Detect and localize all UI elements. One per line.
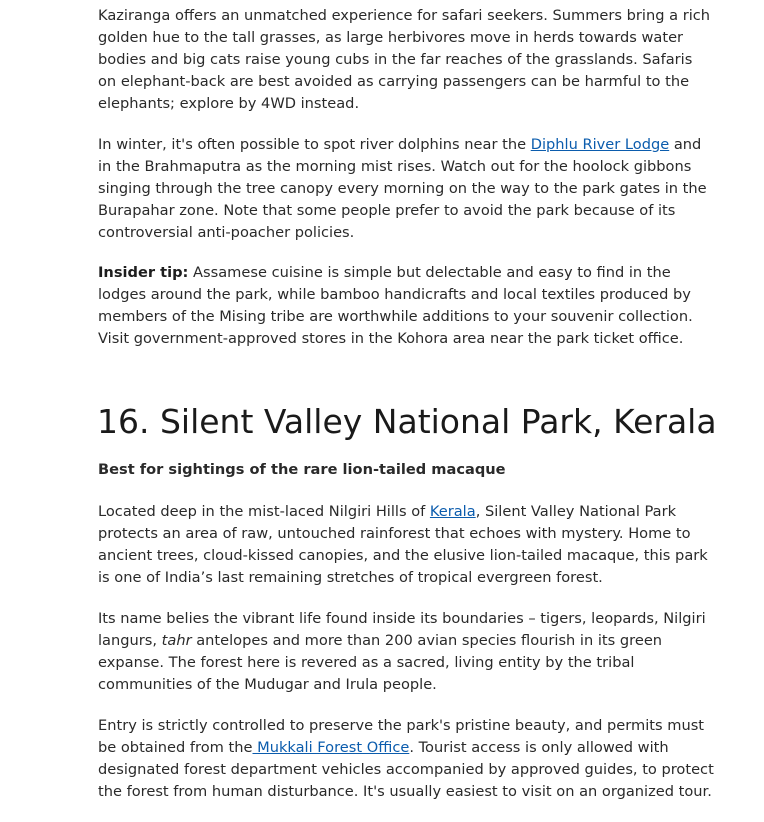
paragraph-text: antelopes and more than 200 avian species flourish in its green expanse. The forest here is revered as a sacred, living entity by the tribal communities of the Mudugar and Irula people. xyxy=(98,631,663,693)
silent-valley-paragraph-3 xyxy=(98,715,714,803)
diphlu-river-lodge-link[interactable]: Diphlu River Lodge xyxy=(530,136,670,153)
paragraph-text: Located deep in the mist-laced Nilgiri Hills of xyxy=(98,503,430,520)
insider-tip-label: Insider tip: xyxy=(98,264,189,281)
paragraph-text: Assamese cuisine is simple but delectable and easy to find in the lodges around the park, while bamboo handicrafts and local textiles produced by members of the Mising tribe are worthwhile additions to your souvenir collection. Visit government-approved stores in the Kohora area near the park ticket office. xyxy=(98,264,693,347)
paragraph-text: and in the Brahmaputra as the morning mist rises. Watch out for the hoolock gibbons singing through the tree canopy every morning on the way to the park gates in the Burapahar zone. Note that some people prefer to avoid the park because of its controversial anti-poacher policies. xyxy=(98,136,707,241)
mukkali-forest-office-link[interactable]: Mukkali Forest Office xyxy=(252,738,410,756)
paragraph-text: In winter, it's often possible to spot river dolphins near the xyxy=(98,136,531,153)
paragraph-text: Kaziranga offers an unmatched experience for safari seekers. Summers bring a rich golden hue to the tall grasses, as large herbivores move in herds towards water bodies and big cats raise young cubs in the far reaches of the grasslands. Safaris on elephant-back are best avoided as carrying passengers can be harmful to the elephants; explore by 4WD instead. xyxy=(98,7,711,112)
section-subheading: Best for sightings of the rare lion-tailed macaque xyxy=(98,461,506,478)
silent-valley-paragraph-1 xyxy=(98,501,714,589)
insider-tip-paragraph xyxy=(98,262,714,350)
silent-valley-paragraph-2 xyxy=(98,608,714,696)
paragraph-text: Entry is strictly controlled to preserve the park's pristine beauty, and permits must be obtained from the xyxy=(98,717,705,756)
kerala-link[interactable]: Kerala xyxy=(429,503,476,520)
kaziranga-paragraph-2 xyxy=(98,134,714,244)
paragraph-text: Its name belies the vibrant life found inside its boundaries – tigers, leopards, Nilgiri langurs, xyxy=(98,610,706,649)
paragraph-text: . Tourist access is only allowed with designated forest department vehicles accompanied by approved guides, to protect the forest from human disturbance. It's usually easiest to visit on an organized tour. xyxy=(98,738,714,800)
tahr-italic: tahr xyxy=(161,631,192,649)
kaziranga-paragraph-1 xyxy=(98,5,714,115)
paragraph-text: , Silent Valley National Park protects an area of raw, untouched rainforest that echoes with mystery. Home to ancient trees, cloud-kissed canopies, and the elusive lion-tailed macaque, this park is one of India’s last remaining stretches of tropical evergreen forest. xyxy=(98,503,708,586)
section-heading: 16. Silent Valley National Park, Kerala xyxy=(97,402,717,441)
